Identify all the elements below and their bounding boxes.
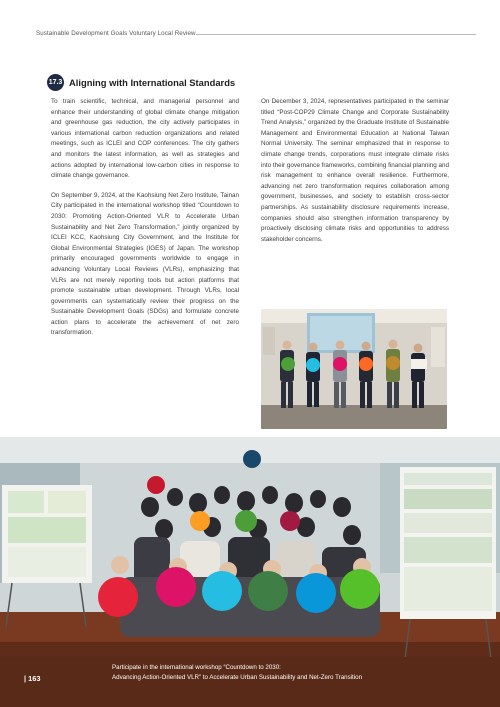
left-column bbox=[51, 97, 239, 348]
caption-line: Participate in the international workshop “Countdown to 2030: bbox=[112, 664, 281, 671]
seminar-photo-illustration bbox=[261, 309, 447, 429]
paragraph: On December 3, 2024, representatives participated in the seminar titled “Post-COP29 Climate Change and Corporate Sustainability Trend Analysis,” organized by the Graduate Institute of Sustainable Management and Environmental Education at National Taiwan Normal University. The seminar emphasized that in response to climate change trends, corporations must integrate climate risks into their governance frameworks, combining financial planning and risk management to enhance overall resilience. Furthermore, advancing net zero transformation requires collaboration among government, businesses, and society to establish cross-sector partnerships. As sustainability disclosure requirements increase, companies should also strengthen information transparency by proactively disclosing climate risks and opportunities to address stakeholder concerns. bbox=[261, 98, 449, 243]
section-number-badge: 17.3 bbox=[47, 74, 64, 91]
paragraph: To train scientific, technical, and managerial personnel and enhance their understanding of global climate change mitigation and greenhouse gas reduction, the city actively participates in various international carbon reduction organizations and related meetings, such as ICLEI and COP conferences. The city gathers and monitors the latest information, as well as strategies and actions adopted by international low-carbon cities in response to climate change governance. bbox=[51, 98, 239, 180]
seminar-photo bbox=[261, 309, 447, 429]
section-heading bbox=[47, 74, 235, 91]
caption-line: Advancing Action-Oriented VLR” to Accelerate Urban Sustainability and Net-Zero Transition bbox=[112, 673, 363, 681]
photo-caption bbox=[112, 663, 442, 683]
section-title: Aligning with International Standards bbox=[69, 77, 236, 88]
paragraph: On September 9, 2024, at the Kaohsiung Net Zero Institute, Tainan City participated in the international workshop titled “Countdown to 2030: Promoting Action-Oriented VLR to Accelerate Urban Sustainability and Net Zero Transformation,” jointly organized by ICLEI KCC, Kaohsiung City Government, and the Institute for Global Environmental Strategies (IGES) of Japan. The workshop primarily encouraged governments worldwide to engage in advancing Voluntary Local Reviews (VLRs), emphasizing that VLRs are not merely reporting tools but action platforms that promote sustainable urban development. Through VLRs, local governments can systematically review their progress on the Sustainable Development Goals (SDGs) and formulate concrete action plans to accelerate the achievement of net zero transformation. bbox=[51, 191, 239, 337]
right-column bbox=[261, 97, 449, 254]
page-number: | 163 bbox=[24, 674, 41, 683]
running-header: Sustainable Development Goals Voluntary Local Review bbox=[36, 30, 196, 37]
header-rule bbox=[196, 34, 476, 35]
